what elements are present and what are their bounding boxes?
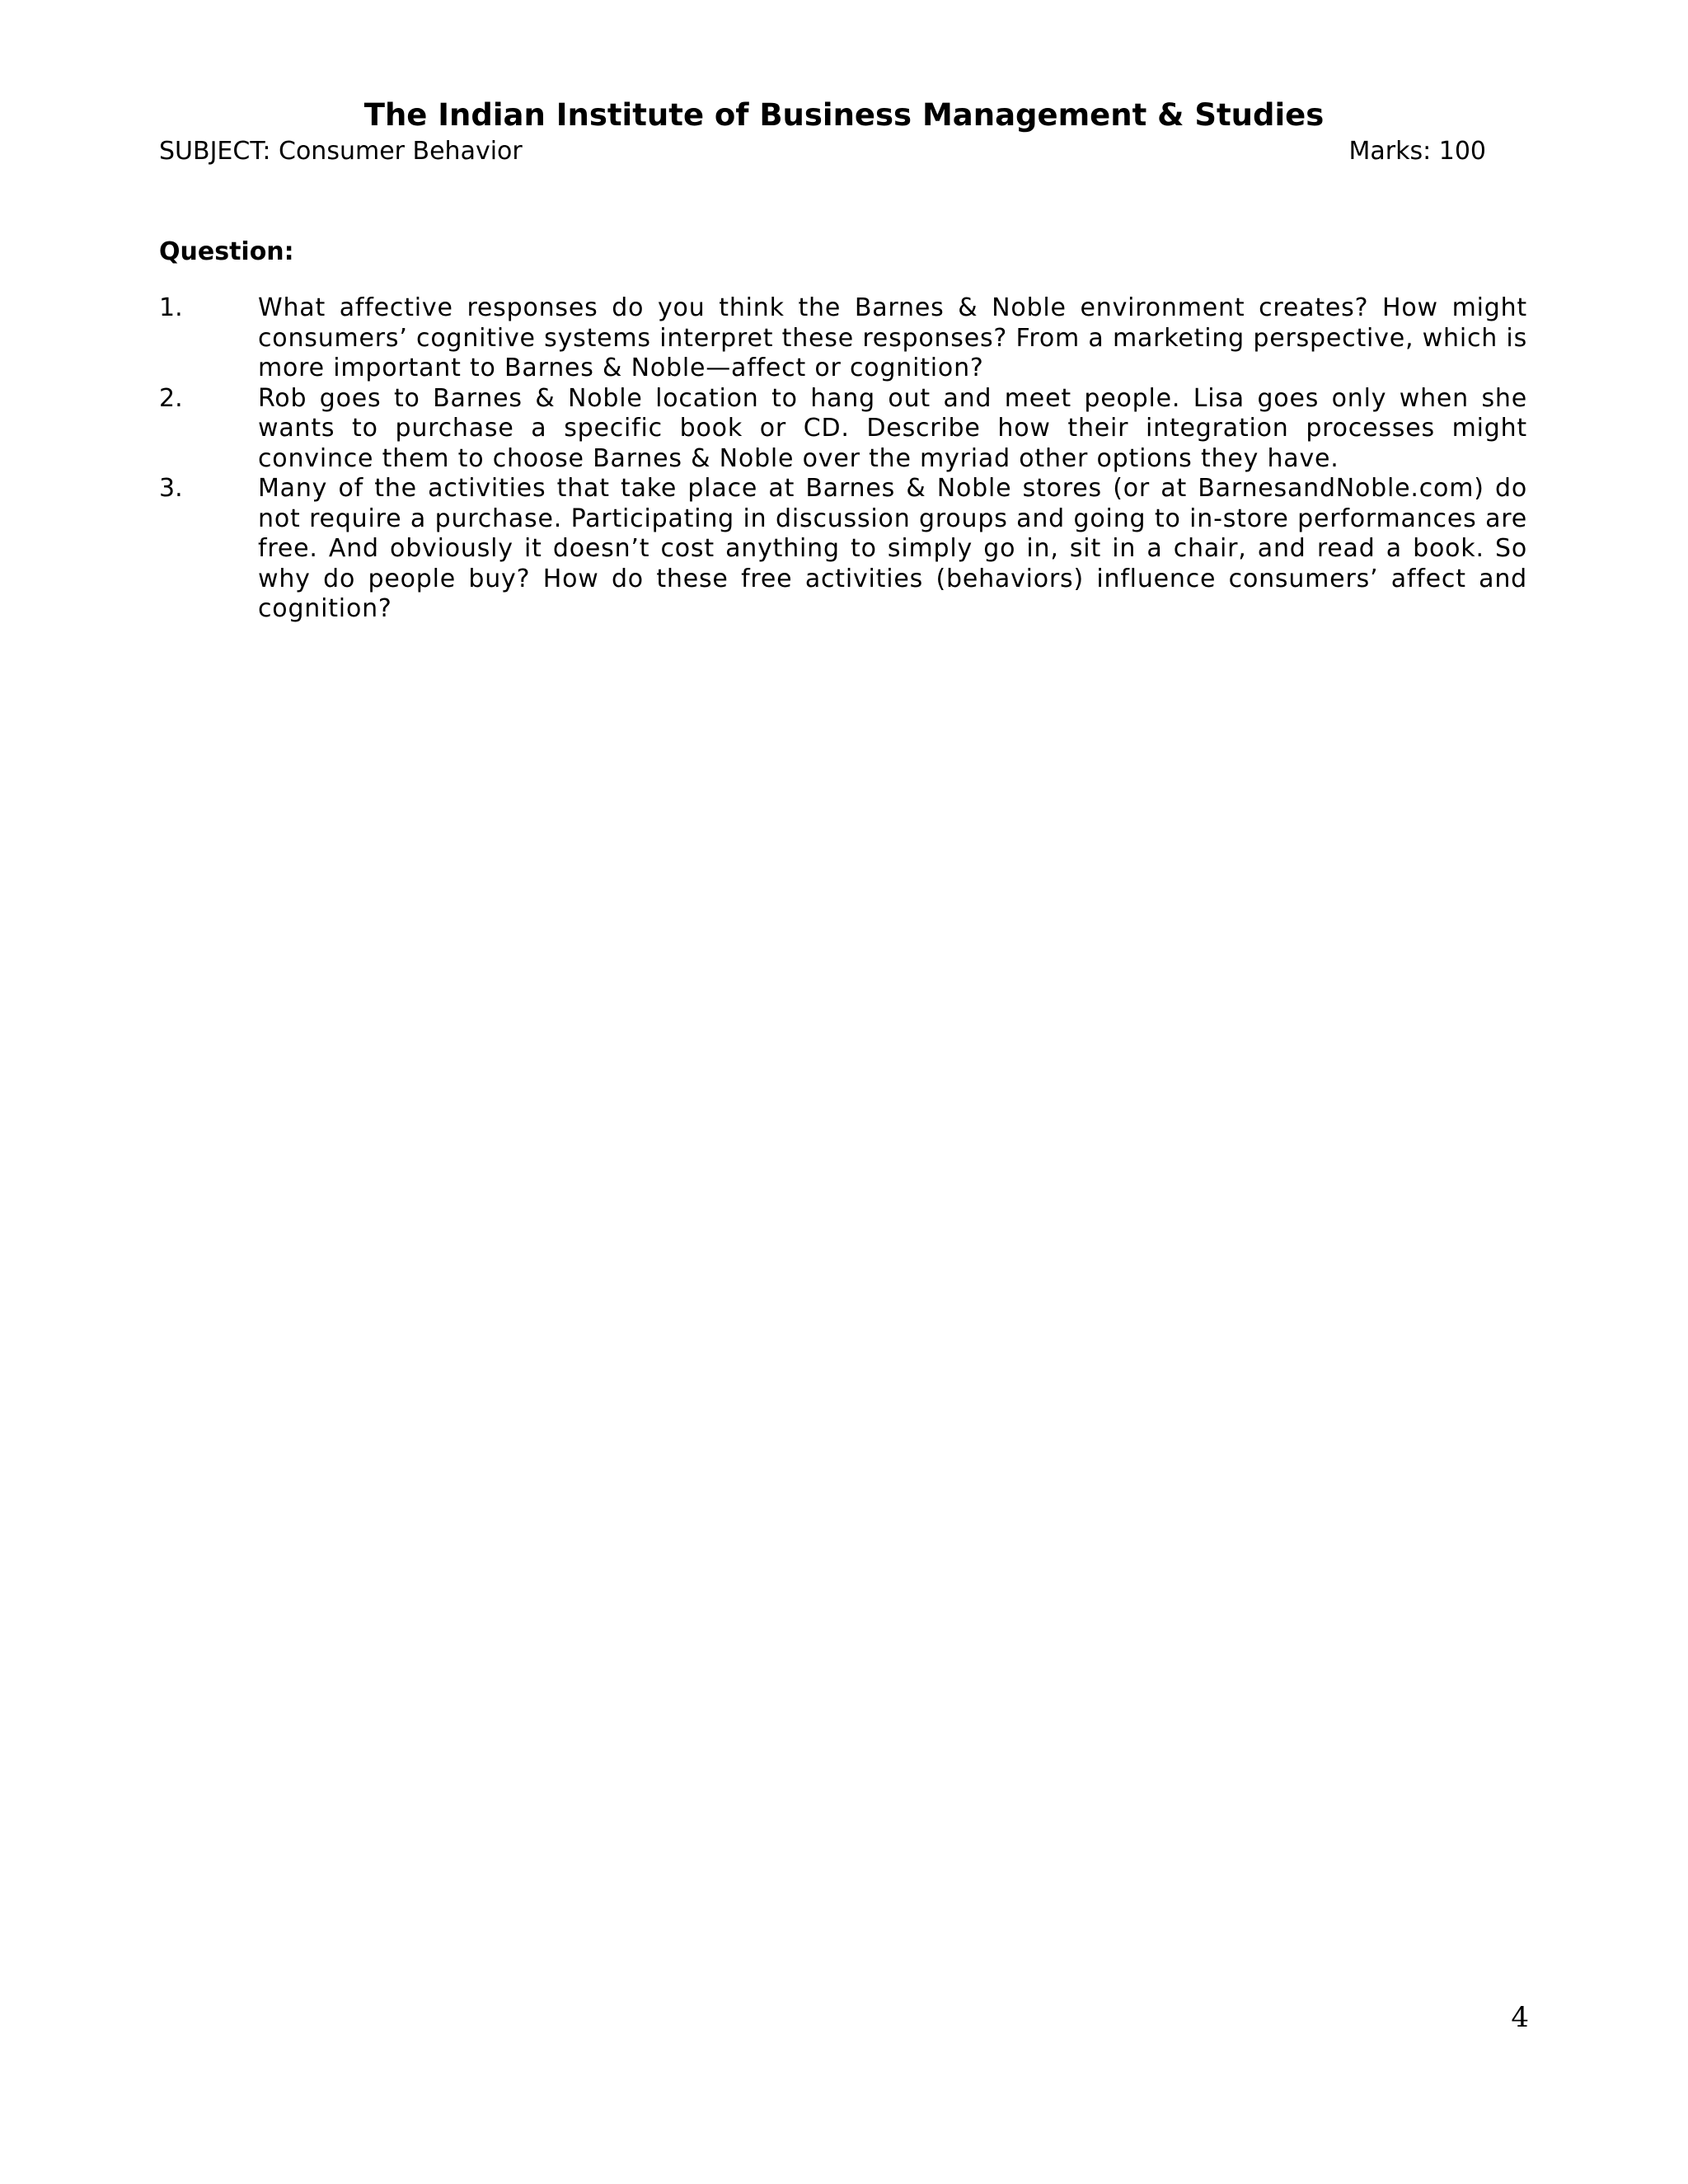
question-item-1: [159, 293, 1527, 384]
question-number: 3.: [159, 474, 183, 503]
question-heading: Question:: [159, 237, 294, 266]
marks-label: Marks: 100: [1348, 137, 1486, 166]
document-title: The Indian Institute of Business Management & Studies: [363, 97, 1325, 133]
question-text: What affective responses do you think the Barnes & Noble environment creates? How might consumers’ cognitive systems interpret these responses? From a marketing perspective, which is more important to Barnes & Noble—affect or cognition?: [258, 293, 1527, 382]
subject-marks-row: [159, 135, 1486, 168]
question-number: 1.: [159, 293, 183, 322]
question-text: Rob goes to Barnes & Noble location to hang out and meet people. Lisa goes only when she wants to purchase a specific book or CD. Describe how their integration processes might convince them to choose Barnes & Noble over the myriad other options they have.: [258, 383, 1527, 473]
question-text: Many of the activities that take place at Barnes & Noble stores (or at BarnesandNoble.com) do not require a purchase. Participating in discussion groups and going to in-store performances are free. And obviously it doesn’t cost anything to simply go in, sit in a chair, and read a book. So why do people buy? How do these free activities (behaviors) influence consumers’ affect and cognition?: [258, 474, 1527, 623]
question-list: [159, 293, 1527, 625]
question-item-3: [159, 474, 1527, 625]
page-number: 4: [1511, 2001, 1529, 2034]
question-item-2: [159, 384, 1527, 475]
subject-label: SUBJECT: Consumer Behavior: [159, 137, 523, 166]
question-number: 2.: [159, 383, 183, 413]
